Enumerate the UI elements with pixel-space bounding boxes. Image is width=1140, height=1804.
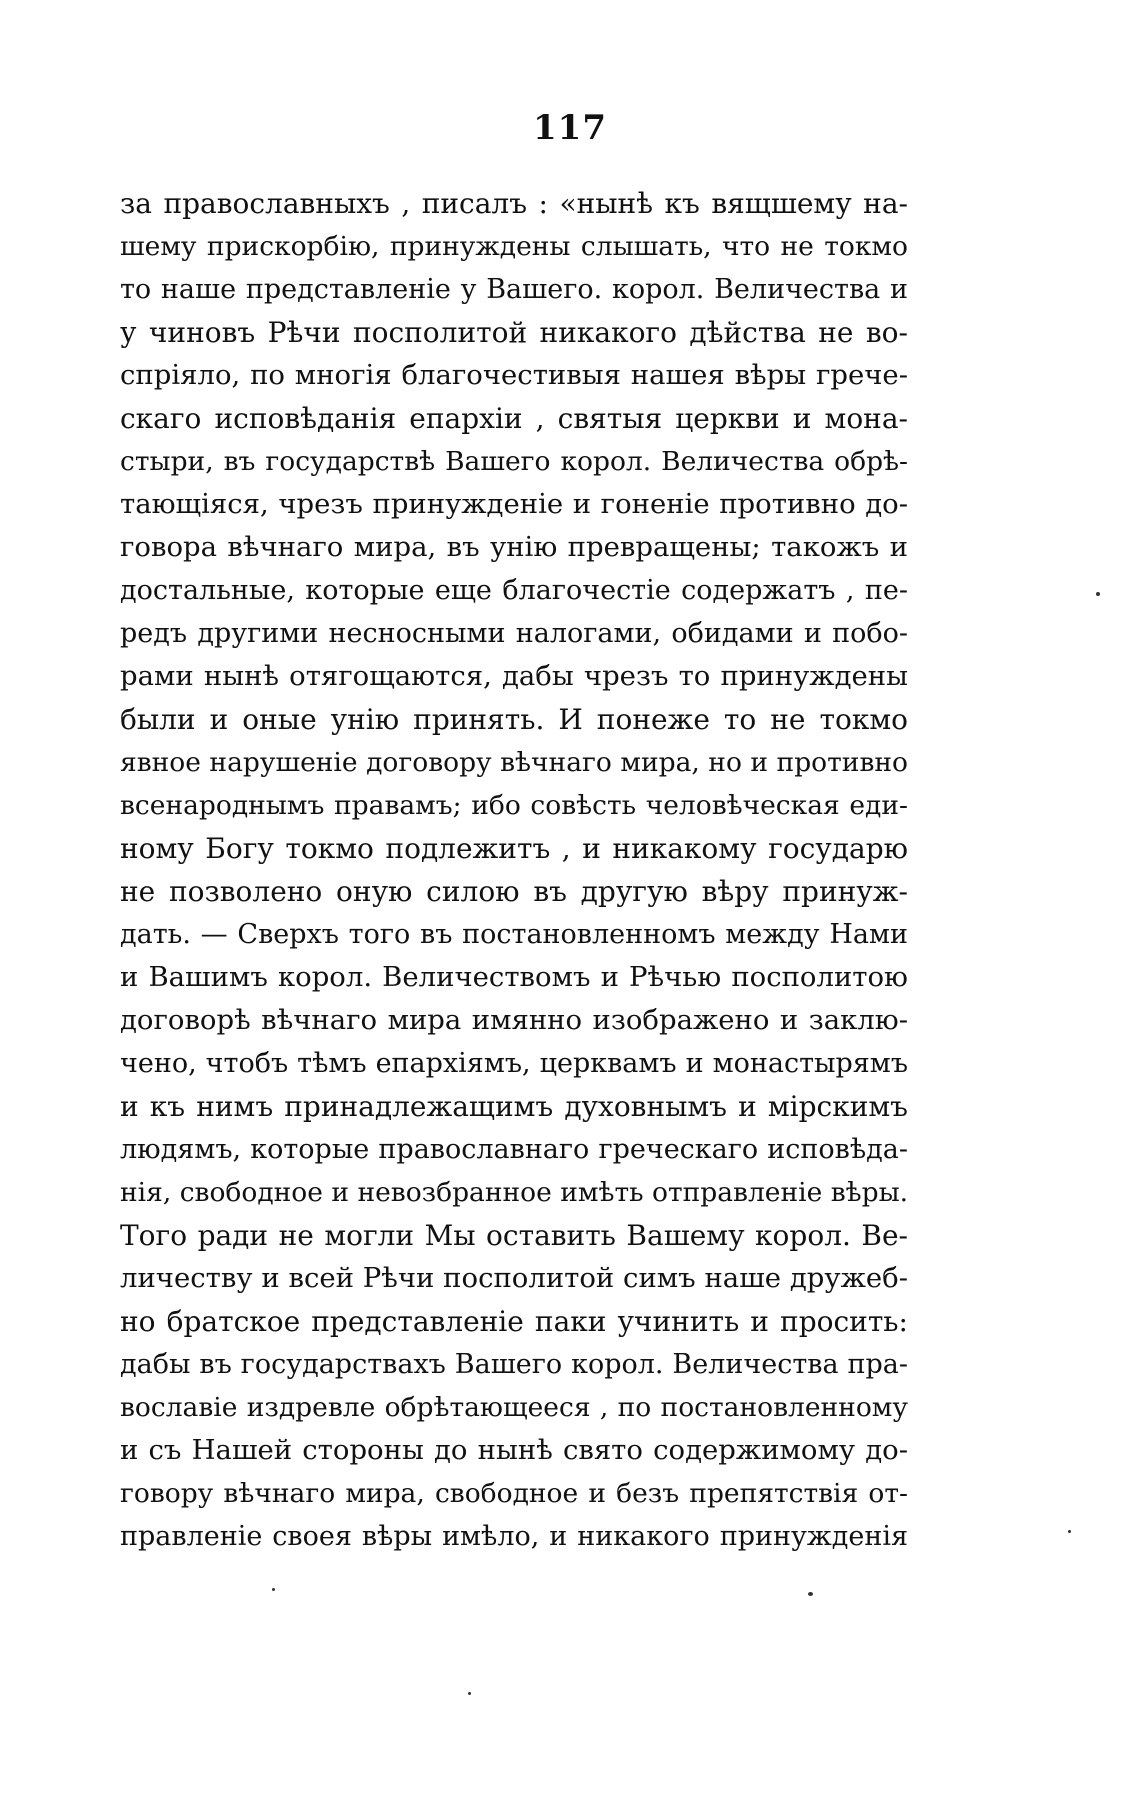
text-line: правленіе своея вѣры имѣло, и никакого принужденія bbox=[120, 1521, 908, 1552]
text-line: скаго исповѣданія епархіи , святыя церкви и мона- bbox=[120, 402, 908, 435]
text-line: личеству и всей Рѣчи посполитой симъ наше дружеб- bbox=[120, 1262, 908, 1294]
text-line: были и оные унію принять. И понеже то не токмо bbox=[120, 703, 908, 736]
text-line: тающіяся, чрезъ принужденіе и гоненіе противно до- bbox=[120, 488, 908, 520]
text-line: за православныхъ , писалъ : «нынѣ къ вящшему на- bbox=[120, 187, 908, 220]
text-line: стыри, въ государствѣ Вашего корол. Величества обрѣ- bbox=[120, 446, 908, 477]
text-line: и къ нимъ принадлежащимъ духовнымъ и мірскимъ bbox=[120, 1090, 908, 1123]
scan-speck bbox=[272, 1588, 275, 1591]
scan-speck bbox=[1096, 592, 1100, 596]
page-number: 117 bbox=[533, 108, 607, 148]
text-line: всенароднымъ правамъ; ибо совѣсть человѣческая еди- bbox=[120, 790, 908, 821]
text-line: говора вѣчнаго мира, въ унію превращены; такожъ и bbox=[120, 531, 908, 563]
text-line: договорѣ вѣчнаго мира имянно изображено и заклю- bbox=[120, 1004, 908, 1036]
text-line: вославіе издревле обрѣтающееся , по постановленному bbox=[120, 1392, 908, 1423]
text-line: спріяло, по многія благочестивыя нашея вѣры грече- bbox=[120, 359, 908, 391]
text-line: то наше представленіе у Вашего. корол. Величества и bbox=[120, 274, 908, 305]
text-line: людямъ, которые православнаго греческаго исповѣда- bbox=[120, 1134, 908, 1165]
text-line: дать. — Сверхъ того въ постановленномъ между Нами bbox=[120, 919, 908, 950]
scan-speck bbox=[468, 1692, 471, 1695]
text-line: но братское представленіе паки учинить и просить: bbox=[120, 1305, 908, 1338]
scan-speck bbox=[808, 1592, 813, 1596]
text-line: и Вашимъ корол. Величествомъ и Рѣчью посполитою bbox=[120, 961, 908, 993]
text-line: у чиновъ Рѣчи посполитой никакого дѣйства не во- bbox=[120, 316, 908, 349]
body-text bbox=[120, 182, 908, 1558]
text-line: рами нынѣ отягощаются, дабы чрезъ то принуждены bbox=[120, 660, 908, 692]
text-line: явное нарушеніе договору вѣчнаго мира, но и противно bbox=[120, 747, 908, 778]
text-line: нія, свободное и невозбранное имѣть отправленіе вѣры. bbox=[120, 1177, 908, 1208]
text-line: шему прискорбію, принуждены слышать, что не токмо bbox=[120, 231, 908, 262]
text-line: Того ради не могли Мы оставить Вашему корол. Ве- bbox=[120, 1219, 908, 1252]
text-line: говору вѣчнаго мира, свободное и безъ препятствія от- bbox=[120, 1478, 908, 1509]
scan-speck bbox=[1068, 1530, 1071, 1533]
text-line: ному Богу токмо подлежитъ , и никакому государю bbox=[120, 832, 908, 865]
text-line: достальные, которые еще благочестіе содержатъ , пе- bbox=[120, 575, 908, 606]
text-line: редъ другими несносными налогами, обидами и побо- bbox=[120, 618, 908, 649]
text-line: чено, чтобъ тѣмъ епархіямъ, церквамъ и монастырямъ bbox=[120, 1048, 908, 1079]
text-line: дабы въ государствахъ Вашего корол. Величества пра- bbox=[120, 1349, 908, 1380]
text-line: и съ Нашей стороны до нынѣ свято содержимому до- bbox=[120, 1434, 908, 1466]
text-line: не позволено оную силою въ другую вѣру принуж- bbox=[120, 875, 908, 908]
